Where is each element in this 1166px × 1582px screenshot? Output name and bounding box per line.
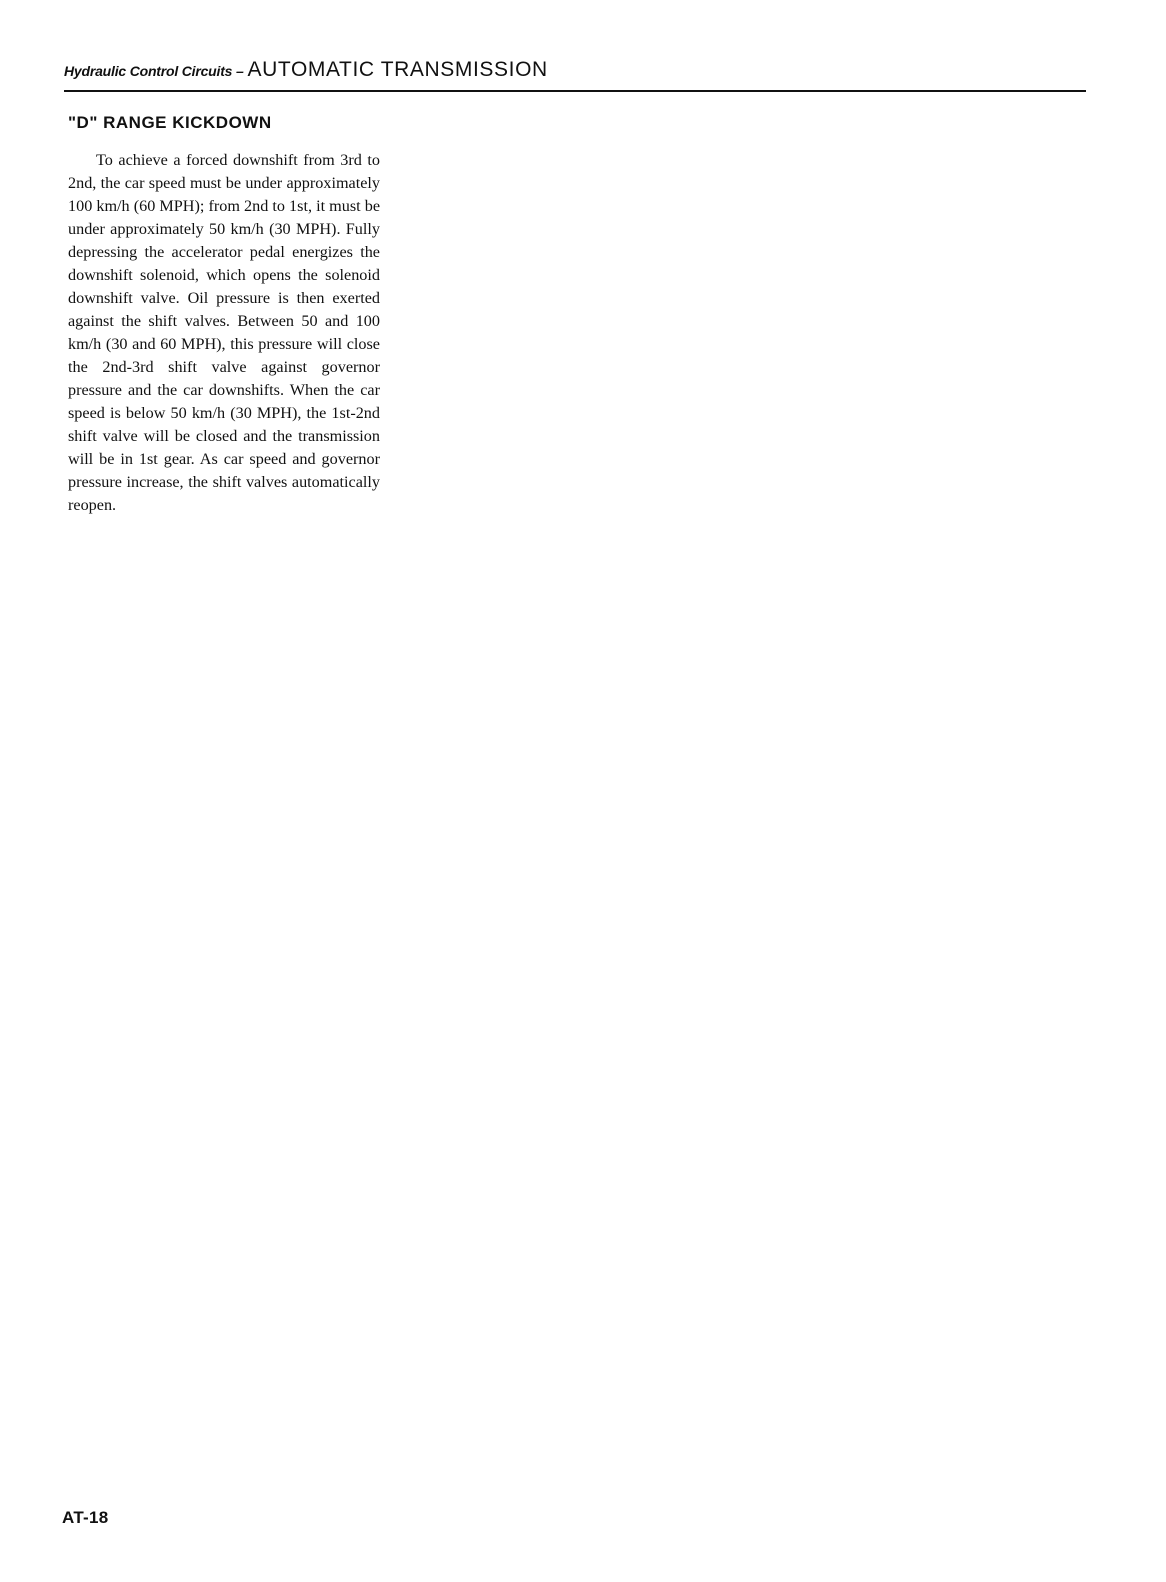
header-title: AUTOMATIC TRANSMISSION	[247, 58, 548, 81]
running-header	[64, 58, 1086, 90]
page-number: AT-18	[62, 1508, 109, 1527]
header-section-label: Hydraulic Control Circuits –	[64, 63, 244, 79]
section-heading: "D" RANGE KICKDOWN	[68, 113, 272, 132]
header-divider	[64, 90, 1086, 92]
section-body-text: To achieve a forced downshift from 3rd to 2nd, the car speed must be under approximately 100 km/h (60 MPH); from 2nd to 1st, it must be under approximately 50 km/h (30 MPH). Fully depressing the accelerator pedal energizes the downshift solenoid, which opens the solenoid downshift valve. Oil pressure is then exerted against the shift valves. Between 50 and 100 km/h (30 and 60 MPH), this pressure will close the 2nd-3rd shift valve against governor pressure and the car downshifts. When the car speed is below 50 km/h (30 MPH), the 1st-2nd shift valve will be closed and the transmission will be in 1st gear. As car speed and governor pressure increase, the shift valves automatically reopen.	[68, 151, 380, 514]
